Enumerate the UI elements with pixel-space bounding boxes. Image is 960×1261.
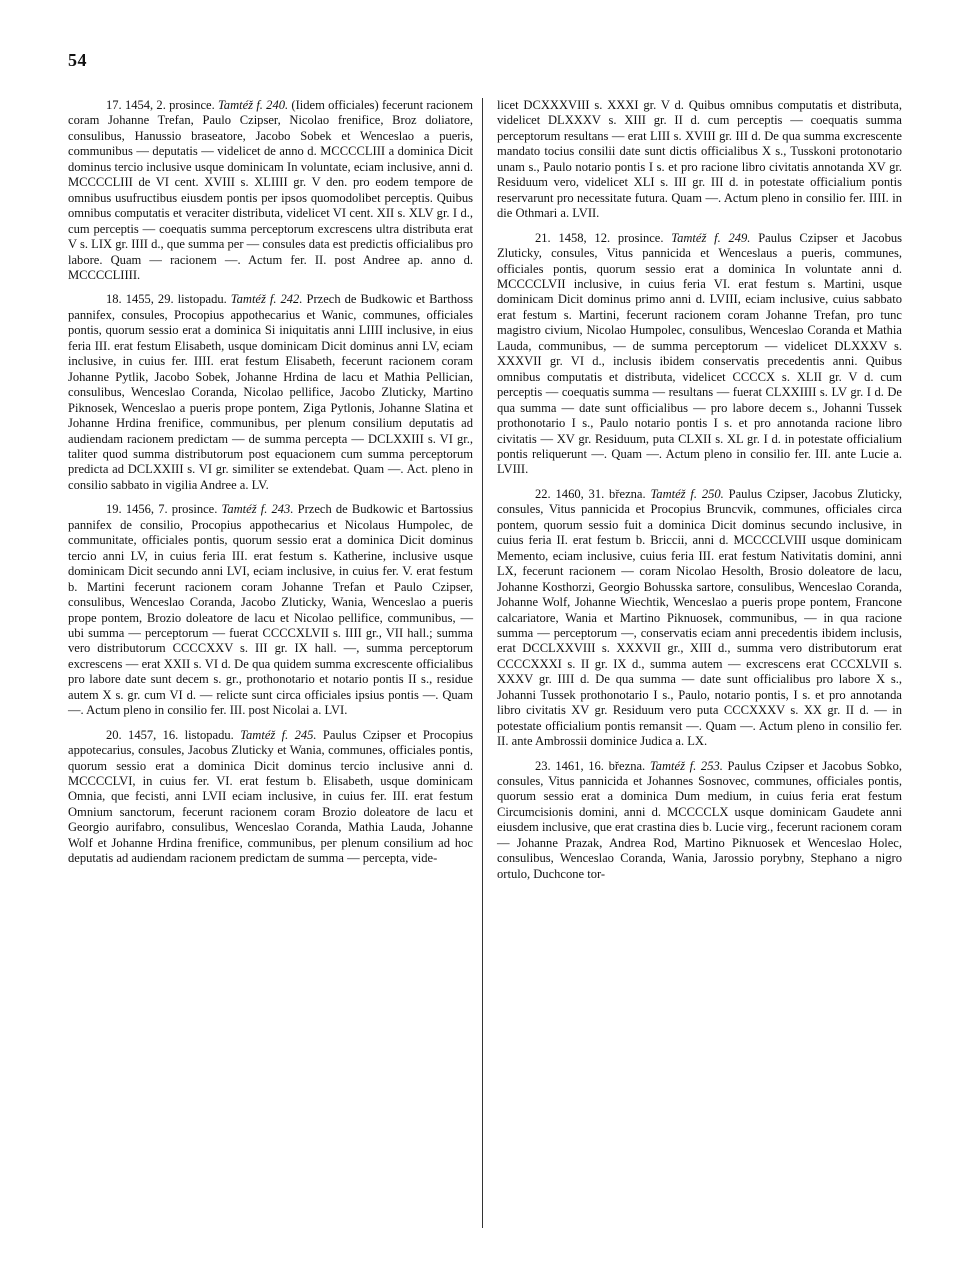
entry-text: Paulus Czipser, Jacobus Zluticky, consules, Vitus pannicida et Procopius Bruncvik, communes, officiales circa pontem, quorum sessio fuit a dominica Dicit dominus secundo inclusive, in cuius feria II. erat festum b. Briccii, anni d. MCCCCLVIII usque dominicam Memento, eciam inclusive, cuius feria III. erat festum Nativitatis domini, anni LX, fecerunt racionem — coram Nicolao Hesolth, Brosio doleatore de lacu, Johanne Kosthorzi, Georgio Bohusska sartore, consulibus, Wenceslao Coranda, Johanne Wolf, Johanne Wiechtik, Wenceslao a pueris prope pontem, Francone calcariatore, Wania et Martino Piknuosek, communibus, — in qua racione summa — perceptorum —, conservatis eciam anni precedentis ibidem inclusis, erat DCCLXXVIII s. XXXVII gr., XIII d., summa vero distributorum erat CCCCXXXI s. II gr. IX d., summa autem — excrescens erat CCCXLVII s. XXXV gr. IIII d. De qua summa — date sunt officialibus pro labore X s., Johanni Tussek prothonotario I s., Paulo, notario pontis, I s. et pro annotanda libro civitatis XV gr. Residuum vero puta CCCXXXV s. XX gr. II d. — in potestate officialium pontis remansit —. Quam —. Actum pleno in consilio fer. II. ante Ambrossii dominice Judica a. LX.	[497, 486, 903, 749]
entry-date: 1454, 2. prosince.	[124, 98, 215, 112]
entry-number: 23.	[535, 758, 551, 773]
column-divider	[482, 98, 483, 1228]
entry-date: 1458, 12. prosince.	[558, 230, 664, 245]
entry-23	[497, 759, 902, 883]
entry-text: Paulus Czipser et Jacobus Zluticky, consules, Vitus pannicida et Wenceslaus a pueris, communes, officiales pontis, quorum sessio erat a dominica In voluntate anni d. MCCCCLVII inclusive, in cuius feria VI. erat festum s. Martini, usque dominicam Dicit dominus primo anni d. LVIII, eciam inclusive, cuius sabbato erat festum s. Martini, fecerunt racionem coram Johanne Trefan, pro tunc magistro civium, Nicolao Humpolec, consulibus, Wenceslao Coranda et Mathia Lauda, communibus, — de summa perceptorum — videlicet DLXXXV s. XXXVII gr. VI d., inclusis ibidem conservatis precedentis anni. Quibus omnibus computatis et distributa, videlicet CCCCX s. XLII gr. V d. cum perceptis — coequatis summa — resultans — fuerat CLXXIIII s. LV gr. I d. De qua summa — date sunt officialibus — pro labore decem s., Johanni Tussek prothonotario I s., Paulo notario pontis I s. et pro annotanda racione libro civitatis — XV gr. Residuum, puta CLXII s. XL gr. I d. in potestate officialium pontis reliquerunt —. Quam —. Actum pleno in consilio fer. III. ante Lucie a. LVIII.	[497, 230, 902, 477]
entry-text: Przech de Budkowic et Barthoss pannifex, consules, Procopius appothecarius et Wanic, communes, officiales pontis, quorum sessio erat a dominica Si iniquitatis anni LIIII inclusive, in eius feria III. erat festum Elisabeth, usque dominicam Dicit dominus anni LV, eciam inclusive, in cuius fer. IIII. erat festum Elisabeth, fecerunt racionem coram Johanne Pytlik, Jacobo Sobek, Johanne Hrdina de lacu et Mathia Pellician, consulibus, Wenceslao Coranda, Nicolao pellifice, Jacobo Zluticky, Martino Piknosek, Wenceslao a pueris prope pontem, Ziga Pytlonis, Johanne Slatina et Johanne Hrdina frenifice, communibus, per plenum consilium deputatis ad audiendam racionem predictam — de summa percepta — DCLXXIII s. VI gr., taliter quod summa distributorum post equacionem cum summa perceptorum predicta ad DCLXXIII s. VI gr. similiter se extendebat. Quam —. Act. pleno in consilio sabbato in vigilia Andree a. LV.	[68, 292, 474, 492]
entry-reference: Tamtéž f. 243.	[221, 502, 294, 517]
entry-20	[68, 728, 473, 867]
entry-17	[68, 98, 473, 283]
entry-reference: Tamtéž f. 249.	[671, 230, 751, 245]
entry-text: Paulus Czipser et Procopius appotecarius, consules, Jacobus Zluticky et Wania, communes, officiales pontis, quorum sessio erat a dominica Dicit dominus tercio inclusive anni d. MCCCCLVI, in cuius fer. VI. erat festum b. Elisabeth, usque dominicam Omnia, que fecisti, anni LVII eciam inclusive, in cuius fer. III. erat festum Omnium sanctorum, fecerunt racionem coram Brozio doleatore de lacu et Georgio aurifabro, consulibus, Wenceslao Coranda, Mathia Lauda, Johanne Wolf et Johanne Hrdina frenifice, communibus, per plenum consilium ad hoc deputatis ad audiendam racionem predictam de summa — percepta, vide-	[68, 727, 474, 866]
entry-18	[68, 292, 473, 493]
entry-number: 21.	[535, 230, 551, 245]
entry-reference: Tamtéž f. 250.	[650, 486, 724, 501]
entry-number: 18.	[106, 292, 122, 307]
entry-text: licet DCXXXVIII s. XXXI gr. V d. Quibus omnibus computatis et distributa, videlicet DLXXXV s. XIII gr. II d. cum perceptis — coequatis summa perceptorum resultans — erat LIII s. XVIII gr. III d. De qua summa excrescente mandato tocius consilii date sunt dictis officialibus X s., Tusskoni protonotario unam s., Paulo notario pontis I s. et pro racione libro civitatis annotanda XV gr. Residuum vero, videlicet XLI s. III gr. III d. in potestate officialium pontis reservarunt pro necessitate futura. Quam —. Actum pleno in consilio fer. IIII. in die Othmari a. LVII.	[497, 98, 902, 221]
entry-number: 22.	[535, 486, 551, 501]
entry-22	[497, 487, 902, 750]
entry-number: 20.	[106, 727, 122, 742]
left-column	[68, 98, 473, 876]
entry-text: (Iidem officiales) fecerunt racionem coram Johanne Trefan, Paulo Czipser, Nicolao frenifice, Broz doliatore, consulibus, Hanussio braseatore, Jacobo Sobek et Wenceslao a pueris, communibus — deputatis — videlicet de anno d. MCCCCLIII a dominica Dicit dominus tercio inclusive usque dominicam In voluntate, eciam inclusive, anni d. MCCCCLIII de VI cent. XVIII s. XLIIII gr. V den. pro eodem tempore de omnibus usufructibus eiusdem pontis per ipsos quomodolibet perceptis. Quibus omnibus computatis et veraciter distributa, videlicet VI cent. XII s. XLV gr. I d., cum perceptis — coequatis summa perceptorum excrescens ultra distributa erat V s. LIX gr. IIII d., que summa per — consules data est predictis officialibus pro labore. Quam — racionem —. Actum fer. II. post Andree ap. anno d. MCCCCLIIII.	[68, 98, 473, 282]
entry-reference: Tamtéž f. 245.	[240, 727, 317, 742]
entry-text: Paulus Czipser et Jacobus Sobko, consules, Vitus pannicida et Johannes Sosnovec, communes, officiales pontis, quorum sessio erat a dominica Dum medium, in cuius feria erat festum Circumcisionis domini, anni d. MCCCCLX usque dominicam Gaudete anni eiusdem inclusive, que erat crastina dies b. Lucie virg., fecerunt racionem coram — Johanne Prazak, Andrea Rod, Martino Piknuosek et Wenceslao Holec, consulibus, Wenceslao Coranda, Wania, Jarossio porybny, Stephano a nigro ortulo, Duchcone tor-	[497, 758, 902, 881]
entry-date: 1460, 31. března.	[555, 486, 646, 501]
entry-21	[497, 231, 902, 478]
entry-date: 1455, 29. listopadu.	[125, 292, 227, 307]
entry-reference: Tamtéž f. 242.	[230, 292, 303, 307]
entry-number: 17.	[106, 98, 122, 112]
entry-19	[68, 502, 473, 718]
entry-20-continuation	[497, 98, 902, 222]
entry-date: 1461, 16. března.	[555, 758, 646, 773]
entry-date: 1456, 7. prosince.	[125, 502, 218, 517]
right-column	[497, 98, 902, 891]
entry-date: 1457, 16. listopadu.	[128, 727, 234, 742]
entry-reference: Tamtéž f. 240.	[217, 98, 289, 112]
entry-reference: Tamtéž f. 253.	[649, 758, 723, 773]
entry-text: Przech de Budkowic et Bartossius pannifex de consilio, Procopius appothecarius et Nicolaus Humpolec, de communitate, officiales pontis, quorum sessio erat a dominica Dicit dominus tercio anni LV, in cuius feria III. erat festum s. Katherine, inclusive usque dominicam Dicit secundo anni LVI, eciam inclusive, in cuius fer. V. erat festum b. Martini fecerunt racionem coram Johanne Trefan et Paulo Czipser, consulibus, Wenceslao Coranda, Jacobo Zluticky, Wania, Wenceslao a pueris prope pontem, Brozio doleatore de lacu et Nicolao pellifice, communibus, — ubi summa — perceptorum — fuerat CCCCXLVII s. IIII gr., VII hall.; summa vero distributorum CCCCXXV s. III gr. IX hall. —, summa perceptorum excrescens — erat XXII s. VI d. De qua quidem summa excrescente officialibus pro labore date sunt decem s. gr., prothonotario et notario pontis II s., residue autem X s. gr. cum VI d. — relicte sunt circa officiales ipsius pontis —. Quam —. Actum pleno in consilio fer. III. post Nicolai a. LVI.	[68, 502, 474, 718]
entry-number: 19.	[106, 502, 122, 517]
page-number: 54	[68, 50, 87, 70]
